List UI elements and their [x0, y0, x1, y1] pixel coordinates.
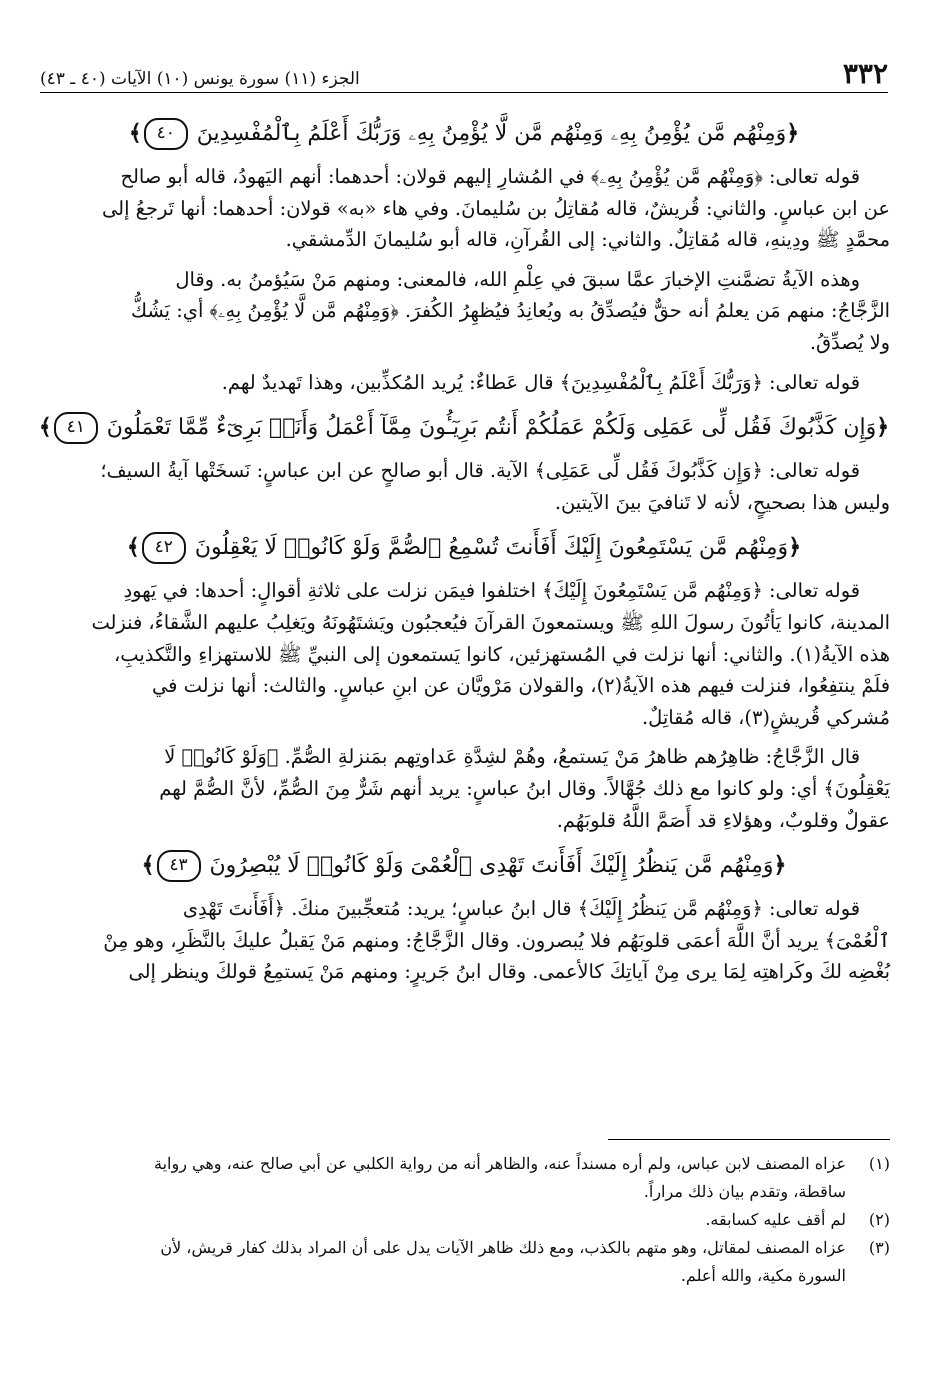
footnote-number: (١) [868, 1154, 890, 1173]
footnote-item [40, 1150, 890, 1206]
footnote-text: لم أقف عليه كسابقه. [705, 1210, 846, 1229]
verse-text: وَمِنْهُم مَّن يُؤْمِنُ بِهِۦ وَمِنْهُم مَّن لَّا يُؤْمِنُ بِهِۦ وَرَبُّكَ أَعْلَمُ بِٱلْمُفْسِدِينَ [196, 121, 787, 146]
footnote-item [40, 1206, 890, 1234]
verse-close-bracket: ﴾ [126, 534, 140, 561]
verse-40 [38, 112, 890, 155]
verse-close-bracket: ﴾ [38, 414, 52, 441]
verse-close-bracket: ﴾ [141, 852, 155, 879]
verse-open-bracket: ﴿ [788, 534, 802, 561]
verse-open-bracket: ﴿ [876, 414, 890, 441]
verse-text: وَمِنْهُم مَّن يَسْتَمِعُونَ إِلَيْكَ أَفَأَنتَ تُسْمِعُ ٱلصُّمَّ وَلَوْ كَانُوا۟ لَا يَعْقِلُونَ [194, 535, 789, 561]
page-header [40, 52, 888, 93]
footnote-item [40, 1234, 890, 1290]
verse-43 [38, 844, 890, 887]
verse-open-bracket: ﴿ [786, 120, 800, 146]
footnote-text: عزاه المصنف لمقاتل، وهو متهم بالكذب، ومع ذلك ظاهر الآيات يدل على أن المراد بذلك كفار قريش، لأن السورة مكية، والله أعلم. [160, 1238, 846, 1285]
running-head: الجزء (١١) سورة يونس (١٠) الآيات (٤٠ ـ ٤٣) [40, 69, 360, 89]
commentary-paragraph: قوله تعالى: ﴿وَمِنْهُم مَّن يَسْتَمِعُونَ إِلَيْكَ﴾ اختلفوا فيمَن نزلت على ثلاثةِ أقوالٍ: أحدها: في يَهودِ المدينة، كانوا يَأتُونَ رسولَ اللهِ ﷺ ويستمعونَ القرآنَ فيُعجبُون ويَشتَهُونَهُ ويَغلِبُ عليهم الشَّقاءُ، فنزلت هذه الآيةُ(١). والثاني: أنها نزلت في المُستهزئين، كانوا يَستمعون إلى النبيِّ ﷺ للاستهزاءِ والتَّكذيبِ، فلَمْ ينتفِعُوا، فنزلت فيهم هذه الآيةُ(٢)، والقولان مَرْويَّان عن ابنِ عباسٍ. والثالث: أنها نزلت في مُشركي قُريشٍ(٣)، قاله مُقاتِلٌ. [91, 579, 890, 729]
footnotes [40, 1150, 890, 1290]
commentary-paragraph: قوله تعالى: ﴿وَمِنْهُم مَّن يُؤْمِنُ بِهِۦ﴾ في المُشارِ إليهم قولان: أحدهما: أنهم اليَهودُ، قاله أبو صالح عن ابن عباسٍ. والثاني: قُريشٌ، قاله مُقاتِلُ بن سُليمانَ. وفي هاء «به» قولان: أحدهما: أنها تَرجعُ إلى محمَّدٍ ﷺ ودِينهِ، قاله مُقاتِلٌ. والثاني: إلى القُرآنِ، قاله أبو سُليمانَ الدِّمشقي. [102, 165, 890, 252]
footnote-text: عزاه المصنف لابن عباس، ولم أره مسنداً عنه، والظاهر أنه من رواية الكلبي عن أبي صالح عنه، وهي رواية ساقطة، وتقدم بيان ذلك مراراً. [154, 1154, 846, 1201]
verse-open-bracket: ﴿ [773, 852, 787, 879]
footnote-divider [608, 1139, 890, 1140]
verse-close-bracket: ﴾ [128, 120, 142, 146]
verse-42 [38, 526, 890, 569]
ayah-number-badge: ٤٠ [144, 118, 188, 150]
commentary-paragraph: قوله تعالى: ﴿وَإِن كَذَّبُوكَ فَقُل لِّى عَمَلِى﴾ الآية. قال أبو صالحٍ عن ابن عباسٍ: نَسخَتْها آيةُ السيف؛ وليس هذا بصحيحٍ، لأنه لا تَنافيَ بينَ الآيتين. [100, 459, 890, 514]
verse-text: وَمِنْهُم مَّن يَنظُرُ إِلَيْكَ أَفَأَنتَ تَهْدِى ٱلْعُمْىَ وَلَوْ كَانُوا۟ لَا يُبْصِرُونَ [209, 853, 774, 879]
footnote-number: (٣) [868, 1238, 890, 1257]
commentary-paragraph: وهذه الآيةُ تضمَّنتِ الإخبارَ عمَّا سبقَ في عِلْمِ الله، فالمعنى: ومنهم مَنْ سَيُؤمنُ به. وقال الزَّجَّاجُ: منهم مَن يعلمُ أنه حقٌّ فيُصدِّقُ به ويُعانِدُ فيُظهِرُ الكُفرَ. ﴿وَمِنْهُم مَّن لَّا يُؤْمِنُ بِهِۦ﴾ أي: يَشُكُّ ولا يُصدِّقُ. [131, 267, 890, 354]
commentary-paragraph: قوله تعالى: ﴿وَمِنْهُم مَّن يَنظُرُ إِلَيْكَ﴾ قال ابنُ عباسٍ؛ يريد: مُتعجِّبينَ منكَ. ﴿أَفَأَنتَ تَهْدِى ٱلْعُمْىَ﴾ يريد أنَّ اللَّهَ أعمَى قلوبَهُم فلا يُبصرون. وقال الزَّجَّاجُ: ومنهم مَنْ يَقبلُ عليكَ بالنَّظَرِ، وهو مِنْ بُغْضِه لكَ وكَراهتِه لِمَا يرى مِنْ آياتِكَ كالأعمى. وقال ابنُ جَريرٍ: ومنهم مَنْ يَستمِعُ قولكَ وينظر إلى [103, 897, 890, 984]
verse-text: وَإِن كَذَّبُوكَ فَقُل لِّى عَمَلِى وَلَكُمْ عَمَلُكُمْ أَنتُم بَرِيٓـُٔونَ مِمَّآ أَعْمَلُ وَأَنَا۠ بَرِىٓءٌ مِّمَّا تَعْمَلُونَ [106, 415, 877, 441]
ayah-number-badge: ٤١ [54, 412, 98, 444]
ayah-number-badge: ٤٣ [157, 850, 201, 882]
footnote-number: (٢) [868, 1210, 890, 1229]
verse-41 [38, 406, 890, 449]
commentary-paragraph: قوله تعالى: ﴿وَرَبُّكَ أَعْلَمُ بِٱلْمُفْسِدِينَ﴾ قال عَطاءٌ: يُريد المُكذِّبين، وهذا تَهديدٌ لهم. [221, 370, 860, 394]
commentary-paragraph: قال الزَّجَّاجُ: ظاهِرُهم ظاهرُ مَنْ يَستمعُ، وهُمْ لشِدَّةِ عَداوتِهم بمَنزلةِ الصُّمِّ. ﴿وَلَوْ كَانُوا۟ لَا يَعْقِلُونَ﴾ أي: ولو كانوا مع ذلك جُهَّالاً. وقال ابنُ عباسٍ: يريد أنهم شَرٌّ مِنَ الصُّمِّ، لأنَّ الصُّمَّ لهم عقولٌ وقلوبٌ، وهؤلاءِ قد أَصَمَّ اللَّهُ قلوبَهُم. [159, 745, 890, 832]
page-number: ٣٣٢ [842, 57, 888, 90]
page-body [38, 112, 890, 996]
ayah-number-badge: ٤٢ [142, 532, 186, 564]
